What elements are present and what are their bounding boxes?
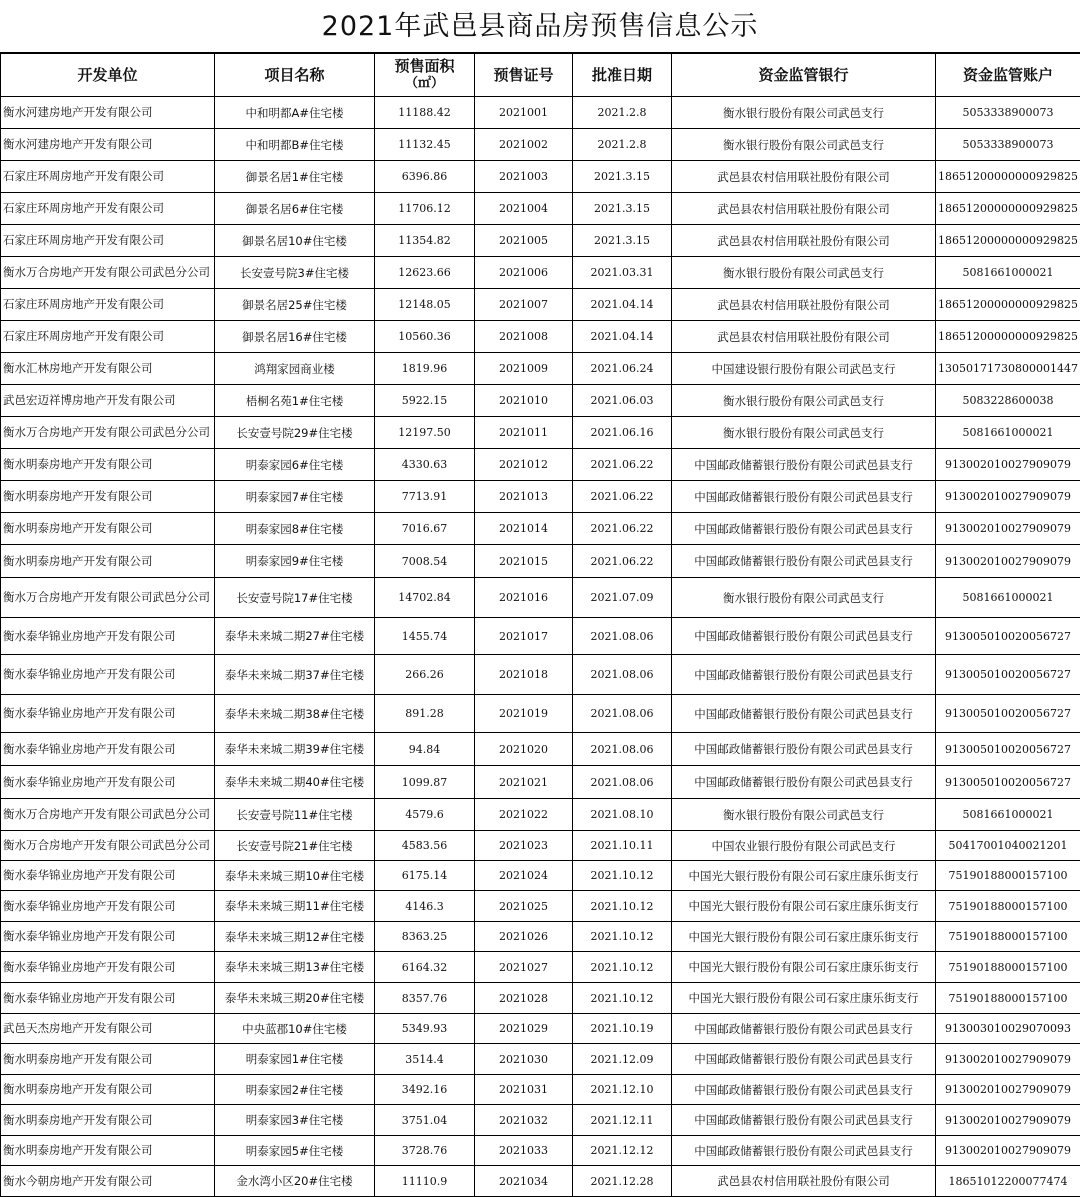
cell-date: 2021.08.10 bbox=[573, 799, 672, 831]
cell-project: 泰华未来城二期37#住宅楼 bbox=[215, 655, 375, 695]
cell-project: 明泰家园9#住宅楼 bbox=[215, 545, 375, 578]
table-row bbox=[1, 1075, 1080, 1105]
cell-date: 2021.12.28 bbox=[573, 1166, 672, 1197]
cell-area: 6175.14 bbox=[375, 861, 475, 891]
cell-bank: 武邑县农村信用联社股份有限公司 bbox=[672, 225, 936, 257]
cell-area: 10560.36 bbox=[375, 321, 475, 353]
cell-cert: 2021023 bbox=[475, 831, 573, 861]
cell-bank: 衡水银行股份有限公司武邑支行 bbox=[672, 257, 936, 289]
table-row bbox=[1, 1136, 1080, 1166]
header-area-unit: （㎡） bbox=[375, 75, 474, 93]
cell-cert: 2021008 bbox=[475, 321, 573, 353]
cell-date: 2021.03.31 bbox=[573, 257, 672, 289]
cell-bank: 武邑县农村信用联社股份有限公司 bbox=[672, 193, 936, 225]
cell-developer: 衡水万合房地产开发有限公司武邑分公司 bbox=[1, 799, 215, 831]
cell-bank: 衡水银行股份有限公司武邑支行 bbox=[672, 417, 936, 449]
cell-developer: 衡水泰华锦业房地产开发有限公司 bbox=[1, 695, 215, 733]
cell-account: 75190188000157100 bbox=[936, 983, 1080, 1014]
cell-project: 明泰家园5#住宅楼 bbox=[215, 1136, 375, 1166]
cell-project: 泰华未来城二期27#住宅楼 bbox=[215, 618, 375, 655]
cell-bank: 中国光大银行股份有限公司石家庄康乐街支行 bbox=[672, 861, 936, 891]
cell-developer: 衡水泰华锦业房地产开发有限公司 bbox=[1, 733, 215, 766]
cell-developer: 武邑宏迈祥博房地产开发有限公司 bbox=[1, 385, 215, 417]
table-row bbox=[1, 129, 1080, 161]
table-row bbox=[1, 97, 1080, 129]
cell-bank: 中国邮政储蓄银行股份有限公司武邑县支行 bbox=[672, 1044, 936, 1075]
cell-account: 913002010027909079 bbox=[936, 1136, 1080, 1166]
cell-bank: 中国光大银行股份有限公司石家庄康乐街支行 bbox=[672, 952, 936, 983]
cell-developer: 衡水明泰房地产开发有限公司 bbox=[1, 1136, 215, 1166]
cell-bank: 中国邮政储蓄银行股份有限公司武邑县支行 bbox=[672, 766, 936, 799]
cell-cert: 2021020 bbox=[475, 733, 573, 766]
cell-cert: 2021003 bbox=[475, 161, 573, 193]
table-row bbox=[1, 1044, 1080, 1075]
cell-cert: 2021014 bbox=[475, 513, 573, 545]
table-row bbox=[1, 861, 1080, 891]
cell-project: 中央蓝郡10#住宅楼 bbox=[215, 1014, 375, 1044]
cell-date: 2021.12.09 bbox=[573, 1044, 672, 1075]
table-row bbox=[1, 545, 1080, 578]
cell-developer: 武邑天杰房地产开发有限公司 bbox=[1, 1014, 215, 1044]
cell-area: 3751.04 bbox=[375, 1105, 475, 1136]
cell-area: 3492.16 bbox=[375, 1075, 475, 1105]
cell-project: 长安壹号院17#住宅楼 bbox=[215, 578, 375, 618]
cell-project: 御景名居10#住宅楼 bbox=[215, 225, 375, 257]
cell-bank: 衡水银行股份有限公司武邑支行 bbox=[672, 578, 936, 618]
header-project: 项目名称 bbox=[215, 54, 375, 97]
cell-project: 明泰家园2#住宅楼 bbox=[215, 1075, 375, 1105]
cell-developer: 衡水泰华锦业房地产开发有限公司 bbox=[1, 766, 215, 799]
cell-area: 4330.63 bbox=[375, 449, 475, 481]
cell-developer: 石家庄环周房地产开发有限公司 bbox=[1, 321, 215, 353]
cell-cert: 2021001 bbox=[475, 97, 573, 129]
table-row bbox=[1, 766, 1080, 799]
cell-project: 明泰家园3#住宅楼 bbox=[215, 1105, 375, 1136]
cell-cert: 2021016 bbox=[475, 578, 573, 618]
cell-developer: 衡水明泰房地产开发有限公司 bbox=[1, 513, 215, 545]
cell-bank: 衡水银行股份有限公司武邑支行 bbox=[672, 97, 936, 129]
cell-date: 2021.04.14 bbox=[573, 289, 672, 321]
header-date: 批准日期 bbox=[573, 54, 672, 97]
cell-date: 2021.08.06 bbox=[573, 695, 672, 733]
cell-cert: 2021031 bbox=[475, 1075, 573, 1105]
cell-project: 梧桐名苑1#住宅楼 bbox=[215, 385, 375, 417]
cell-area: 1099.87 bbox=[375, 766, 475, 799]
cell-date: 2021.06.22 bbox=[573, 513, 672, 545]
cell-developer: 衡水泰华锦业房地产开发有限公司 bbox=[1, 655, 215, 695]
cell-developer: 衡水泰华锦业房地产开发有限公司 bbox=[1, 891, 215, 922]
cell-account: 913002010027909079 bbox=[936, 513, 1080, 545]
cell-account: 5053338900073 bbox=[936, 97, 1080, 129]
cell-cert: 2021026 bbox=[475, 922, 573, 952]
cell-developer: 衡水泰华锦业房地产开发有限公司 bbox=[1, 983, 215, 1014]
cell-area: 4146.3 bbox=[375, 891, 475, 922]
cell-account: 75190188000157100 bbox=[936, 891, 1080, 922]
cell-account: 18651200000000929825 bbox=[936, 321, 1080, 353]
cell-bank: 中国邮政储蓄银行股份有限公司武邑县支行 bbox=[672, 513, 936, 545]
cell-account: 75190188000157100 bbox=[936, 952, 1080, 983]
table-row bbox=[1, 983, 1080, 1014]
cell-bank: 中国邮政储蓄银行股份有限公司武邑县支行 bbox=[672, 1136, 936, 1166]
cell-area: 12148.05 bbox=[375, 289, 475, 321]
cell-cert: 2021013 bbox=[475, 481, 573, 513]
cell-date: 2021.04.14 bbox=[573, 321, 672, 353]
cell-account: 75190188000157100 bbox=[936, 922, 1080, 952]
cell-account: 913002010027909079 bbox=[936, 1105, 1080, 1136]
cell-project: 长安壹号院29#住宅楼 bbox=[215, 417, 375, 449]
cell-project: 泰华未来城三期20#住宅楼 bbox=[215, 983, 375, 1014]
cell-project: 金水湾小区20#住宅楼 bbox=[215, 1166, 375, 1197]
cell-date: 2021.10.12 bbox=[573, 922, 672, 952]
cell-account: 5081661000021 bbox=[936, 799, 1080, 831]
cell-area: 12197.50 bbox=[375, 417, 475, 449]
cell-area: 7016.67 bbox=[375, 513, 475, 545]
table-row bbox=[1, 655, 1080, 695]
cell-cert: 2021034 bbox=[475, 1166, 573, 1197]
cell-project: 泰华未来城三期13#住宅楼 bbox=[215, 952, 375, 983]
cell-project: 泰华未来城二期38#住宅楼 bbox=[215, 695, 375, 733]
header-developer: 开发单位 bbox=[1, 54, 215, 97]
cell-cert: 2021012 bbox=[475, 449, 573, 481]
cell-cert: 2021033 bbox=[475, 1136, 573, 1166]
cell-date: 2021.3.15 bbox=[573, 161, 672, 193]
cell-account: 18651012200077474 bbox=[936, 1166, 1080, 1197]
cell-date: 2021.06.22 bbox=[573, 545, 672, 578]
table-row bbox=[1, 1105, 1080, 1136]
cell-developer: 衡水泰华锦业房地产开发有限公司 bbox=[1, 952, 215, 983]
table-row bbox=[1, 799, 1080, 831]
table-body bbox=[1, 97, 1080, 1197]
cell-cert: 2021011 bbox=[475, 417, 573, 449]
cell-bank: 中国邮政储蓄银行股份有限公司武邑县支行 bbox=[672, 481, 936, 513]
cell-area: 11706.12 bbox=[375, 193, 475, 225]
table-row bbox=[1, 733, 1080, 766]
cell-date: 2021.10.12 bbox=[573, 983, 672, 1014]
cell-project: 鸿翔家园商业楼 bbox=[215, 353, 375, 385]
cell-bank: 中国农业银行股份有限公司武邑支行 bbox=[672, 831, 936, 861]
cell-project: 泰华未来城三期10#住宅楼 bbox=[215, 861, 375, 891]
header-account: 资金监管账户 bbox=[936, 54, 1080, 97]
cell-date: 2021.3.15 bbox=[573, 193, 672, 225]
cell-date: 2021.10.11 bbox=[573, 831, 672, 861]
header-bank: 资金监管银行 bbox=[672, 54, 936, 97]
cell-bank: 中国邮政储蓄银行股份有限公司武邑县支行 bbox=[672, 695, 936, 733]
cell-area: 4579.6 bbox=[375, 799, 475, 831]
table-row bbox=[1, 831, 1080, 861]
cell-area: 6164.32 bbox=[375, 952, 475, 983]
table-row bbox=[1, 513, 1080, 545]
cell-project: 御景名居25#住宅楼 bbox=[215, 289, 375, 321]
cell-account: 913005010020056727 bbox=[936, 766, 1080, 799]
cell-area: 4583.56 bbox=[375, 831, 475, 861]
cell-account: 5081661000021 bbox=[936, 257, 1080, 289]
cell-account: 5081661000021 bbox=[936, 578, 1080, 618]
cell-developer: 衡水泰华锦业房地产开发有限公司 bbox=[1, 618, 215, 655]
cell-area: 14702.84 bbox=[375, 578, 475, 618]
cell-area: 5349.93 bbox=[375, 1014, 475, 1044]
table-row bbox=[1, 891, 1080, 922]
cell-area: 266.26 bbox=[375, 655, 475, 695]
cell-cert: 2021018 bbox=[475, 655, 573, 695]
cell-bank: 衡水银行股份有限公司武邑支行 bbox=[672, 129, 936, 161]
table-row bbox=[1, 417, 1080, 449]
cell-area: 3514.4 bbox=[375, 1044, 475, 1075]
cell-cert: 2021025 bbox=[475, 891, 573, 922]
cell-account: 913002010027909079 bbox=[936, 481, 1080, 513]
page-title: 2021年武邑县商品房预售信息公示 bbox=[0, 0, 1080, 53]
cell-bank: 中国邮政储蓄银行股份有限公司武邑县支行 bbox=[672, 545, 936, 578]
cell-project: 中和明都B#住宅楼 bbox=[215, 129, 375, 161]
cell-account: 913005010020056727 bbox=[936, 733, 1080, 766]
cell-cert: 2021006 bbox=[475, 257, 573, 289]
cell-developer: 衡水明泰房地产开发有限公司 bbox=[1, 449, 215, 481]
cell-cert: 2021005 bbox=[475, 225, 573, 257]
table-row bbox=[1, 193, 1080, 225]
cell-developer: 衡水泰华锦业房地产开发有限公司 bbox=[1, 861, 215, 891]
cell-date: 2021.08.06 bbox=[573, 766, 672, 799]
cell-bank: 中国邮政储蓄银行股份有限公司武邑县支行 bbox=[672, 449, 936, 481]
cell-date: 2021.10.12 bbox=[573, 952, 672, 983]
table-row bbox=[1, 225, 1080, 257]
table-row bbox=[1, 1014, 1080, 1044]
cell-account: 913002010027909079 bbox=[936, 1044, 1080, 1075]
cell-date: 2021.12.12 bbox=[573, 1136, 672, 1166]
cell-developer: 衡水万合房地产开发有限公司武邑分公司 bbox=[1, 417, 215, 449]
cell-project: 长安壹号院11#住宅楼 bbox=[215, 799, 375, 831]
cell-account: 18651200000000929825 bbox=[936, 225, 1080, 257]
cell-developer: 衡水明泰房地产开发有限公司 bbox=[1, 1044, 215, 1075]
table-row bbox=[1, 578, 1080, 618]
table-row bbox=[1, 257, 1080, 289]
header-row bbox=[1, 54, 1080, 97]
cell-bank: 中国邮政储蓄银行股份有限公司武邑县支行 bbox=[672, 1105, 936, 1136]
header-area-label: 预售面积 bbox=[375, 57, 474, 75]
cell-bank: 中国邮政储蓄银行股份有限公司武邑县支行 bbox=[672, 1075, 936, 1105]
table-row bbox=[1, 952, 1080, 983]
presale-table bbox=[0, 53, 1080, 1197]
cell-account: 18651200000000929825 bbox=[936, 289, 1080, 321]
table-row bbox=[1, 385, 1080, 417]
cell-area: 1819.96 bbox=[375, 353, 475, 385]
table-row bbox=[1, 289, 1080, 321]
cell-project: 御景名居16#住宅楼 bbox=[215, 321, 375, 353]
cell-area: 11354.82 bbox=[375, 225, 475, 257]
cell-date: 2021.3.15 bbox=[573, 225, 672, 257]
cell-project: 长安壹号院3#住宅楼 bbox=[215, 257, 375, 289]
cell-account: 913005010020056727 bbox=[936, 618, 1080, 655]
cell-developer: 衡水万合房地产开发有限公司武邑分公司 bbox=[1, 578, 215, 618]
cell-developer: 衡水汇林房地产开发有限公司 bbox=[1, 353, 215, 385]
cell-date: 2021.06.16 bbox=[573, 417, 672, 449]
header-cert: 预售证号 bbox=[475, 54, 573, 97]
cell-project: 泰华未来城二期40#住宅楼 bbox=[215, 766, 375, 799]
table-row bbox=[1, 922, 1080, 952]
cell-developer: 衡水明泰房地产开发有限公司 bbox=[1, 1075, 215, 1105]
table-row bbox=[1, 695, 1080, 733]
cell-developer: 衡水明泰房地产开发有限公司 bbox=[1, 1105, 215, 1136]
cell-cert: 2021004 bbox=[475, 193, 573, 225]
cell-cert: 2021021 bbox=[475, 766, 573, 799]
cell-date: 2021.06.03 bbox=[573, 385, 672, 417]
cell-bank: 武邑县农村信用联社股份有限公司 bbox=[672, 161, 936, 193]
cell-cert: 2021032 bbox=[475, 1105, 573, 1136]
cell-bank: 中国光大银行股份有限公司石家庄康乐街支行 bbox=[672, 922, 936, 952]
cell-date: 2021.08.06 bbox=[573, 655, 672, 695]
cell-project: 明泰家园6#住宅楼 bbox=[215, 449, 375, 481]
cell-area: 891.28 bbox=[375, 695, 475, 733]
cell-account: 913002010027909079 bbox=[936, 1075, 1080, 1105]
cell-area: 7008.54 bbox=[375, 545, 475, 578]
cell-developer: 石家庄环周房地产开发有限公司 bbox=[1, 225, 215, 257]
cell-developer: 衡水河建房地产开发有限公司 bbox=[1, 129, 215, 161]
cell-account: 50417001040021201 bbox=[936, 831, 1080, 861]
cell-area: 8357.76 bbox=[375, 983, 475, 1014]
cell-cert: 2021010 bbox=[475, 385, 573, 417]
cell-area: 94.84 bbox=[375, 733, 475, 766]
cell-cert: 2021028 bbox=[475, 983, 573, 1014]
cell-developer: 衡水万合房地产开发有限公司武邑分公司 bbox=[1, 257, 215, 289]
cell-account: 913002010027909079 bbox=[936, 545, 1080, 578]
cell-date: 2021.06.22 bbox=[573, 481, 672, 513]
cell-bank: 中国邮政储蓄银行股份有限公司武邑县支行 bbox=[672, 1014, 936, 1044]
cell-area: 1455.74 bbox=[375, 618, 475, 655]
cell-area: 12623.66 bbox=[375, 257, 475, 289]
cell-area: 11132.45 bbox=[375, 129, 475, 161]
cell-project: 御景名居6#住宅楼 bbox=[215, 193, 375, 225]
table-row bbox=[1, 353, 1080, 385]
cell-cert: 2021007 bbox=[475, 289, 573, 321]
table-row bbox=[1, 618, 1080, 655]
cell-project: 明泰家园1#住宅楼 bbox=[215, 1044, 375, 1075]
cell-cert: 2021030 bbox=[475, 1044, 573, 1075]
cell-cert: 2021022 bbox=[475, 799, 573, 831]
cell-cert: 2021017 bbox=[475, 618, 573, 655]
cell-area: 11188.42 bbox=[375, 97, 475, 129]
cell-account: 913002010027909079 bbox=[936, 449, 1080, 481]
cell-date: 2021.12.10 bbox=[573, 1075, 672, 1105]
cell-bank: 武邑县农村信用联社股份有限公司 bbox=[672, 1166, 936, 1197]
cell-date: 2021.06.24 bbox=[573, 353, 672, 385]
cell-developer: 衡水今朝房地产开发有限公司 bbox=[1, 1166, 215, 1197]
cell-account: 5081661000021 bbox=[936, 417, 1080, 449]
cell-project: 中和明都A#住宅楼 bbox=[215, 97, 375, 129]
cell-bank: 武邑县农村信用联社股份有限公司 bbox=[672, 289, 936, 321]
cell-date: 2021.2.8 bbox=[573, 129, 672, 161]
cell-cert: 2021009 bbox=[475, 353, 573, 385]
cell-developer: 石家庄环周房地产开发有限公司 bbox=[1, 193, 215, 225]
cell-project: 泰华未来城三期12#住宅楼 bbox=[215, 922, 375, 952]
cell-date: 2021.10.12 bbox=[573, 891, 672, 922]
cell-bank: 武邑县农村信用联社股份有限公司 bbox=[672, 321, 936, 353]
cell-developer: 衡水明泰房地产开发有限公司 bbox=[1, 545, 215, 578]
cell-account: 913005010020056727 bbox=[936, 695, 1080, 733]
cell-date: 2021.10.12 bbox=[573, 861, 672, 891]
cell-area: 7713.91 bbox=[375, 481, 475, 513]
cell-account: 75190188000157100 bbox=[936, 861, 1080, 891]
cell-account: 5053338900073 bbox=[936, 129, 1080, 161]
header-area bbox=[375, 54, 475, 97]
cell-cert: 2021015 bbox=[475, 545, 573, 578]
cell-developer: 石家庄环周房地产开发有限公司 bbox=[1, 161, 215, 193]
cell-project: 长安壹号院21#住宅楼 bbox=[215, 831, 375, 861]
cell-account: 18651200000000929825 bbox=[936, 193, 1080, 225]
cell-account: 913003010029070093 bbox=[936, 1014, 1080, 1044]
cell-bank: 衡水银行股份有限公司武邑支行 bbox=[672, 799, 936, 831]
cell-bank: 中国光大银行股份有限公司石家庄康乐街支行 bbox=[672, 983, 936, 1014]
cell-account: 18651200000000929825 bbox=[936, 161, 1080, 193]
cell-account: 913005010020056727 bbox=[936, 655, 1080, 695]
cell-developer: 衡水明泰房地产开发有限公司 bbox=[1, 481, 215, 513]
cell-date: 2021.07.09 bbox=[573, 578, 672, 618]
cell-cert: 2021027 bbox=[475, 952, 573, 983]
cell-bank: 中国建设银行股份有限公司武邑支行 bbox=[672, 353, 936, 385]
table-row bbox=[1, 1166, 1080, 1197]
cell-date: 2021.2.8 bbox=[573, 97, 672, 129]
cell-date: 2021.08.06 bbox=[573, 618, 672, 655]
cell-developer: 石家庄环周房地产开发有限公司 bbox=[1, 289, 215, 321]
cell-project: 泰华未来城二期39#住宅楼 bbox=[215, 733, 375, 766]
table-row bbox=[1, 449, 1080, 481]
cell-area: 3728.76 bbox=[375, 1136, 475, 1166]
cell-bank: 中国光大银行股份有限公司石家庄康乐街支行 bbox=[672, 891, 936, 922]
cell-cert: 2021029 bbox=[475, 1014, 573, 1044]
cell-cert: 2021024 bbox=[475, 861, 573, 891]
cell-account: 13050171730800001447 bbox=[936, 353, 1080, 385]
cell-date: 2021.10.19 bbox=[573, 1014, 672, 1044]
cell-developer: 衡水泰华锦业房地产开发有限公司 bbox=[1, 922, 215, 952]
cell-date: 2021.12.11 bbox=[573, 1105, 672, 1136]
cell-developer: 衡水万合房地产开发有限公司武邑分公司 bbox=[1, 831, 215, 861]
cell-bank: 中国邮政储蓄银行股份有限公司武邑县支行 bbox=[672, 733, 936, 766]
cell-area: 5922.15 bbox=[375, 385, 475, 417]
cell-developer: 衡水河建房地产开发有限公司 bbox=[1, 97, 215, 129]
cell-project: 明泰家园8#住宅楼 bbox=[215, 513, 375, 545]
table-row bbox=[1, 321, 1080, 353]
cell-project: 泰华未来城三期11#住宅楼 bbox=[215, 891, 375, 922]
cell-area: 8363.25 bbox=[375, 922, 475, 952]
table-row bbox=[1, 161, 1080, 193]
cell-project: 明泰家园7#住宅楼 bbox=[215, 481, 375, 513]
cell-date: 2021.06.22 bbox=[573, 449, 672, 481]
cell-area: 6396.86 bbox=[375, 161, 475, 193]
cell-cert: 2021019 bbox=[475, 695, 573, 733]
cell-bank: 中国邮政储蓄银行股份有限公司武邑县支行 bbox=[672, 618, 936, 655]
cell-account: 5083228600038 bbox=[936, 385, 1080, 417]
cell-date: 2021.08.06 bbox=[573, 733, 672, 766]
cell-bank: 中国邮政储蓄银行股份有限公司武邑县支行 bbox=[672, 655, 936, 695]
cell-area: 11110.9 bbox=[375, 1166, 475, 1197]
cell-cert: 2021002 bbox=[475, 129, 573, 161]
table-row bbox=[1, 481, 1080, 513]
cell-bank: 衡水银行股份有限公司武邑支行 bbox=[672, 385, 936, 417]
cell-project: 御景名居1#住宅楼 bbox=[215, 161, 375, 193]
